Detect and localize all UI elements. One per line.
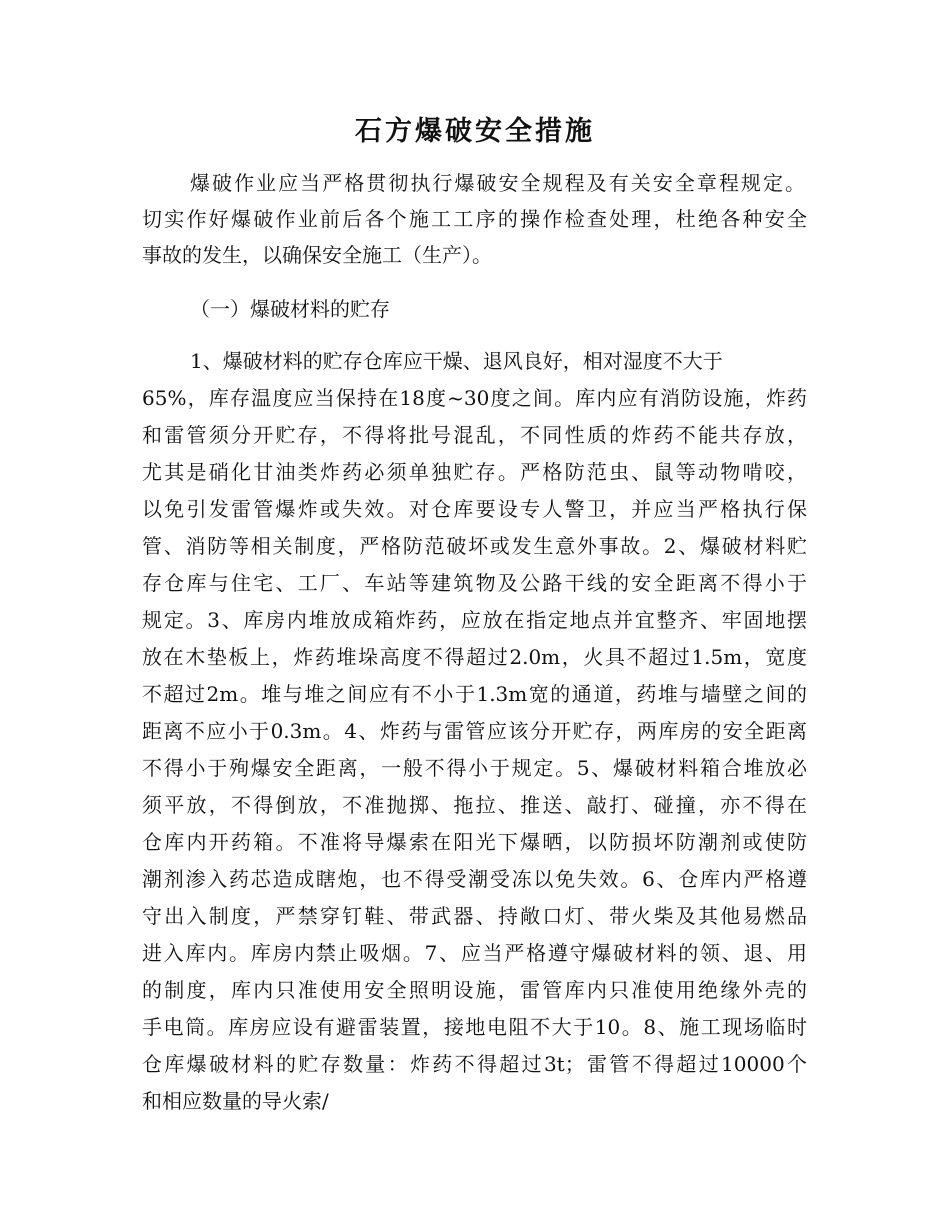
- body-line: 规定。3、库房内堆放成箱炸药，应放在指定地点并宜整齐、牢固地摆: [142, 608, 807, 632]
- body-line: 以免引发雷管爆炸或失效。对仓库要设专人警卫，并应当严格执行保: [142, 497, 807, 521]
- body-line: 守出入制度，严禁穿钉鞋、带武器、持敞口灯、带火柴及其他易燃品: [142, 904, 807, 928]
- body-line: 不超过2m。堆与堆之间应有不小于1.3m宽的通道，药堆与墙壁之间的: [142, 682, 807, 706]
- body-line: 手电筒。库房应设有避雷装置，接地电阻不大于10。8、施工现场临时: [142, 1015, 807, 1039]
- intro-line: 事故的发生，以确保安全施工（生产）。: [142, 243, 492, 267]
- body-line: 进入库内。库房内禁止吸烟。7、应当严格遵守爆破材料的领、退、用: [142, 941, 807, 965]
- document-title: 石方爆破安全措施: [355, 116, 595, 147]
- body-line: 尤其是硝化甘油类炸药必须单独贮存。严格防范虫、鼠等动物啃咬，: [142, 460, 807, 484]
- body-line: 65%，库存温度应当保持在18度~30度之间。库内应有消防设施，炸药: [142, 386, 807, 410]
- body-line: 仓库爆破材料的贮存数量：炸药不得超过3t；雷管不得超过10000个: [142, 1052, 807, 1076]
- body-line: 须平放，不得倒放，不准抛掷、拖拉、推送、敲打、碰撞，亦不得在: [142, 793, 807, 817]
- body-line: 和相应数量的导火索/: [142, 1089, 329, 1113]
- body-line: 不得小于殉爆安全距离，一般不得小于规定。5、爆破材料箱合堆放必: [142, 756, 807, 780]
- body-line: 潮剂渗入药芯造成瞎炮，也不得受潮受冻以免失效。6、仓库内严格遵: [142, 867, 807, 891]
- body-line: 存仓库与住宅、工厂、车站等建筑物及公路干线的安全距离不得小于: [142, 571, 807, 595]
- body-line: 1、爆破材料的贮存仓库应干燥、退风良好，相对湿度不大于: [190, 349, 723, 373]
- body-line: 的制度，库内只准使用安全照明设施，雷管库内只准使用绝缘外壳的: [142, 978, 807, 1002]
- section-heading: （一）爆破材料的贮存: [190, 297, 390, 321]
- body-line: 放在木垫板上，炸药堆垛高度不得超过2.0m，火具不超过1.5m，宽度: [142, 645, 807, 669]
- body-line: 距离不应小于0.3m。4、炸药与雷管应该分开贮存，两库房的安全距离: [142, 719, 807, 743]
- intro-line: 切实作好爆破作业前后各个施工工序的操作检查处理，杜绝各种安全: [142, 207, 807, 231]
- body-line: 管、消防等相关制度，严格防范破坏或发生意外事故。2、爆破材料贮: [142, 534, 807, 558]
- intro-line: 爆破作业应当严格贯彻执行爆破安全规程及有关安全章程规定。: [190, 171, 805, 195]
- body-line: 和雷管须分开贮存，不得将批号混乱，不同性质的炸药不能共存放，: [142, 423, 807, 447]
- body-line: 仓库内开药箱。不准将导爆索在阳光下爆晒，以防损坏防潮剂或使防: [142, 830, 807, 854]
